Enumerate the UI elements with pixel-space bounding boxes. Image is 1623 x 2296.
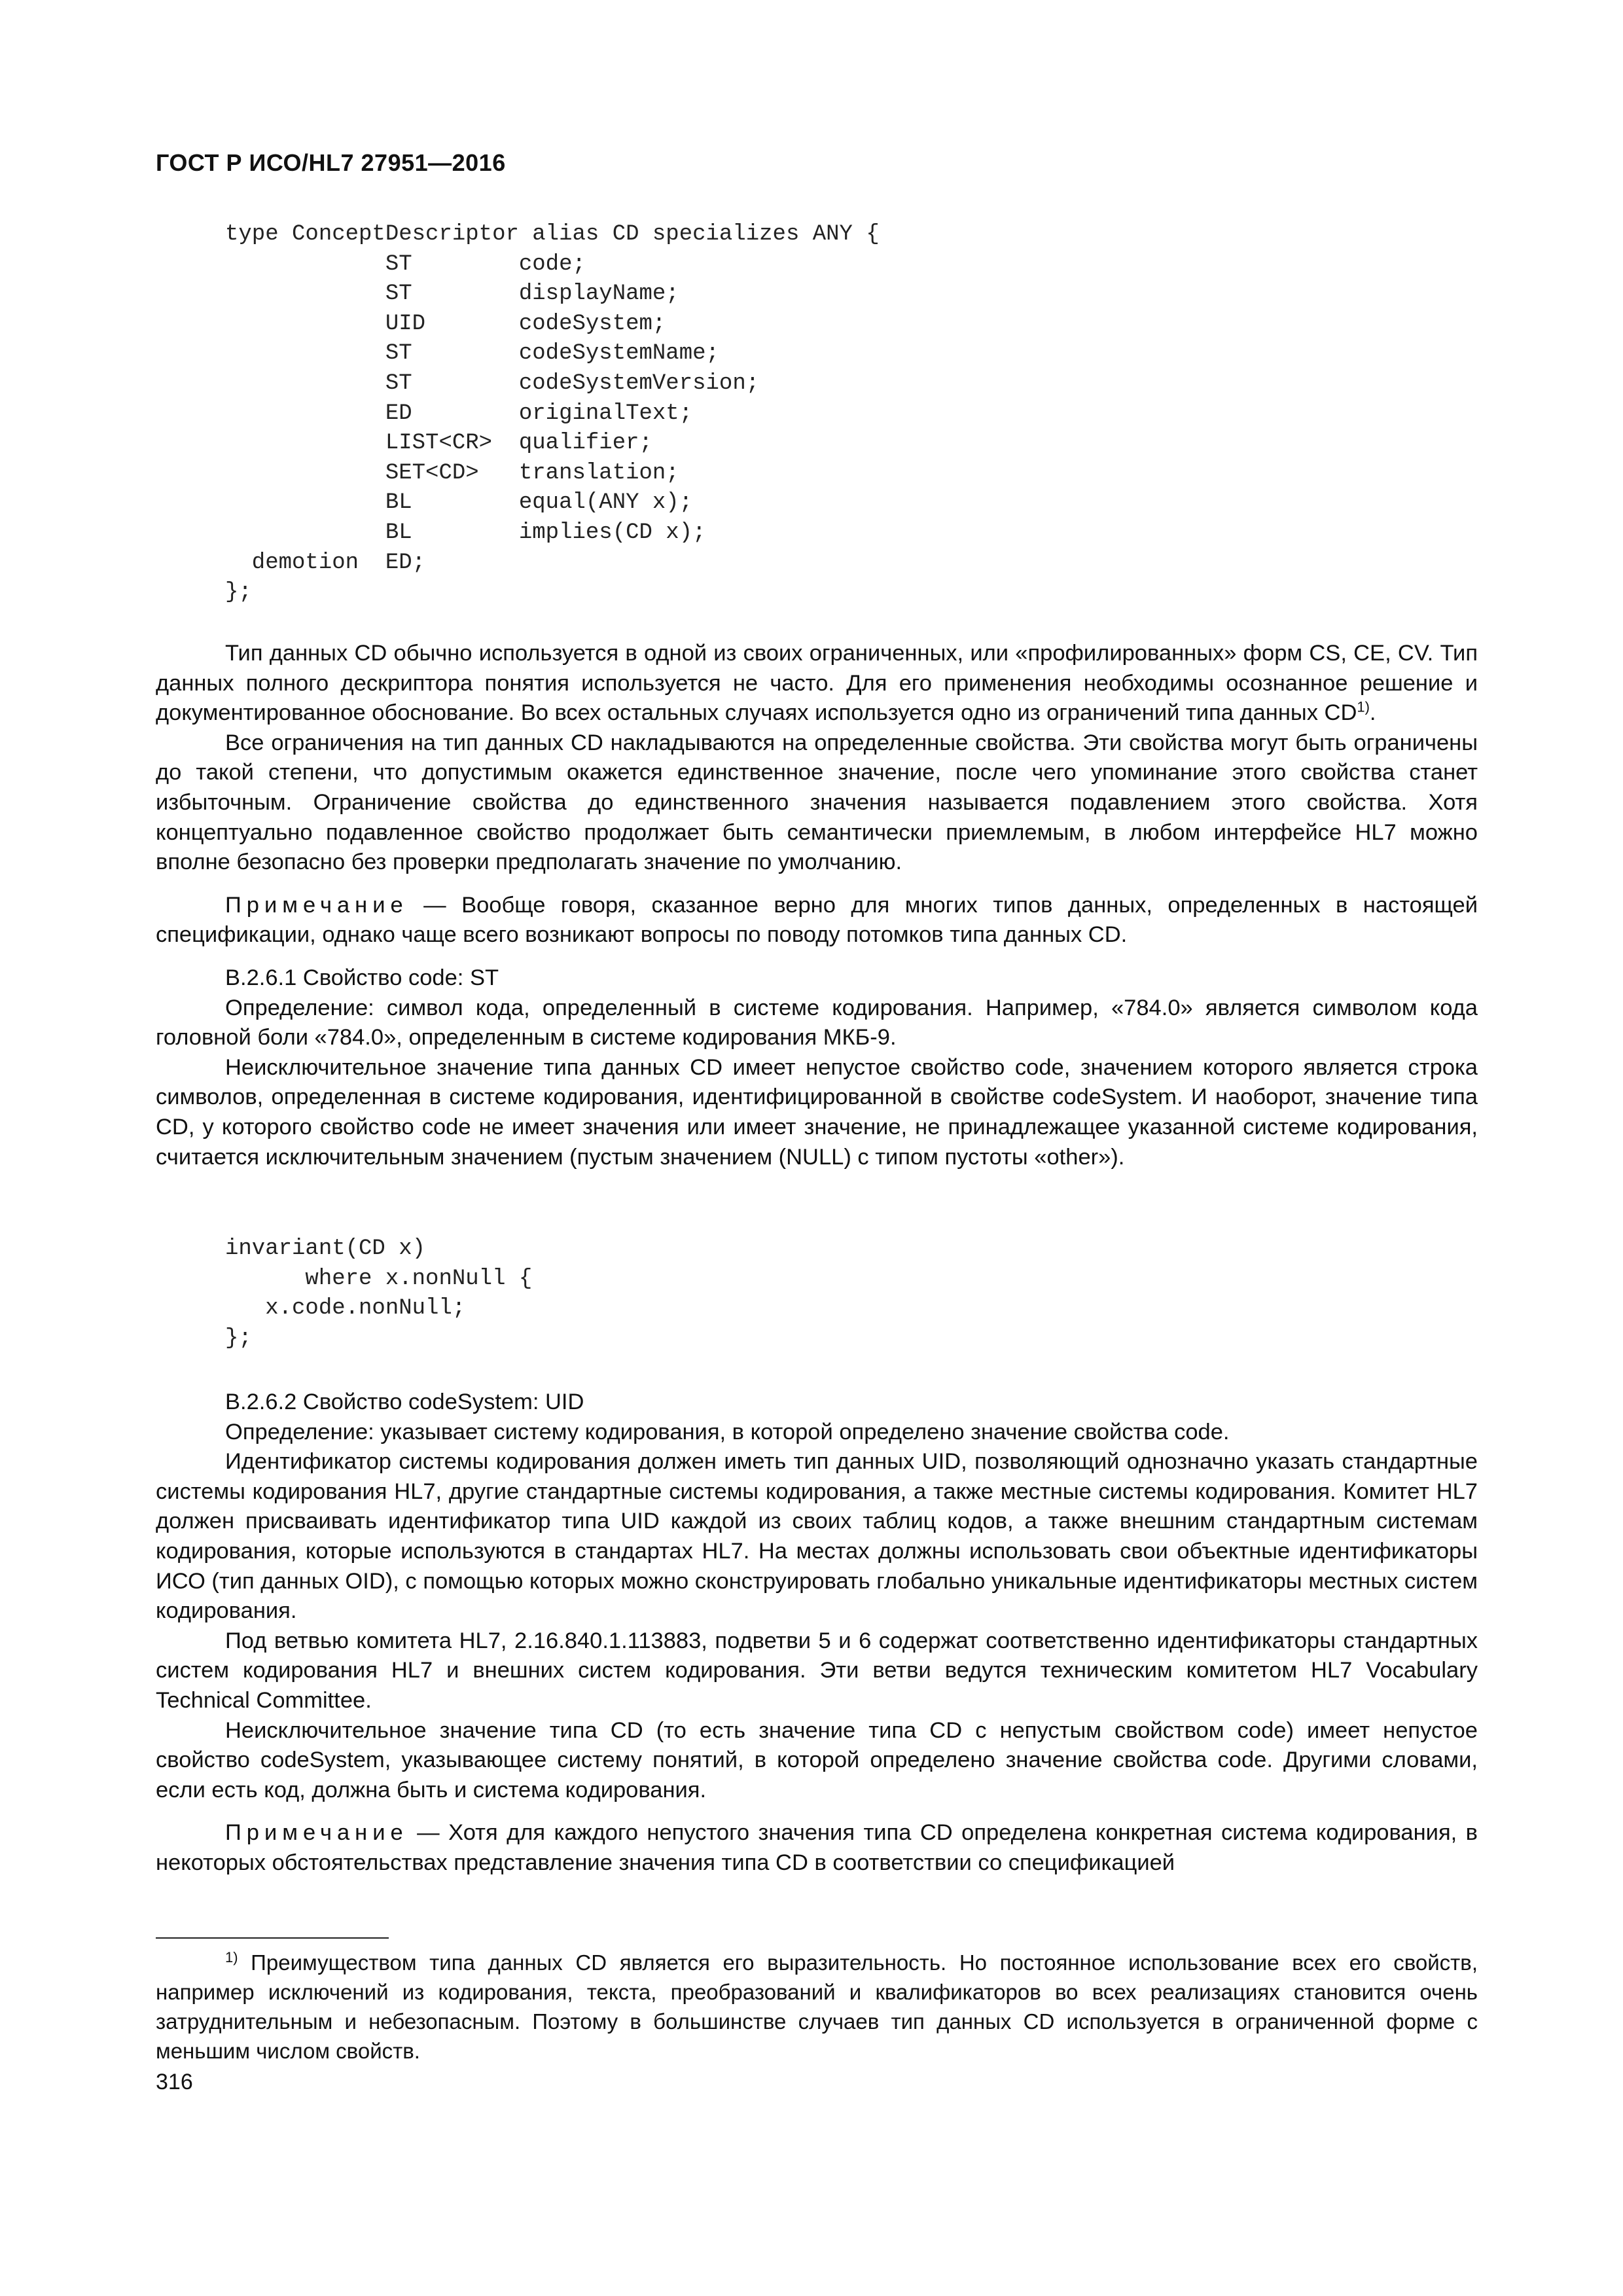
section-heading-b261: B.2.6.1 Свойство code: ST xyxy=(225,965,499,990)
code-line: BL equal(ANY x); xyxy=(225,490,693,516)
code-line: UID codeSystem; xyxy=(225,311,666,336)
code-line: x.code.nonNull; xyxy=(225,1296,466,1321)
footnote-divider xyxy=(156,1937,389,1939)
note-label: Примечание xyxy=(225,892,408,918)
code-line: invariant(CD x) xyxy=(225,1236,426,1261)
note-label: Примечание xyxy=(225,1820,408,1846)
section-heading-b262: B.2.6.2 Свойство codeSystem: UID xyxy=(225,1390,584,1414)
note-text: — Хотя для каждого непустого значения типа CD определена конкретная система кодирования, в некоторых обстоятельствах представление значения типа CD в соответствии со спецификацией xyxy=(156,1820,1478,1875)
paragraph: Определение: символ кода, определенный в системе кодирования. Например, «784.0» является символом кода головной боли «784.0», определенным в системе кодирования МКБ-9. xyxy=(156,995,1478,1050)
paragraph: Все ограничения на тип данных CD накладываются на определенные свойства. Эти свойства могут быть ограничены до такой степени, что допустимым окажется единственное значение, после чего упоминание этого свойства станет избыточным. Ограничение свойства до единственного значения называется подавлением этого свойства. Хотя концептуально подавленное свойство продолжает быть семантически приемлемым, в любом интерфейсе HL7 можно вполне безопасно без проверки предполагать значение по умолчанию. xyxy=(156,730,1478,875)
footnote-ref: 1) xyxy=(1357,698,1370,715)
note-text: — Вообще говоря, сказанное верно для многих типов данных, определенных в настоящей спецификации, однако чаще всего возникают вопросы по поводу потомков типа данных CD. xyxy=(156,892,1478,948)
code-line: type ConceptDescriptor alias CD specializes ANY { xyxy=(225,222,880,247)
page-number: 316 xyxy=(156,2070,193,2094)
code-line: ST code; xyxy=(225,251,586,277)
paragraph: Неисключительное значение типа CD (то есть значение типа CD с непустым свойством code) имеет непустое свойство codeSystem, указывающее систему понятий, в которой определено значение свойства code. Другими словами, если есть код, должна быть и система кодирования. xyxy=(156,1717,1478,1803)
paragraph: Определение: указывает систему кодирования, в которой определено значение свойства code. xyxy=(225,1419,1230,1444)
paragraph: Неисключительное значение типа данных CD имеет непустое свойство code, значением которого является строка символов, определенная в системе кодирования, идентифицированной в свойстве codeSystem. И наоборот, значение типа CD, у которого свойство code не имеет значения или имеет значение, не принадлежащее указанной системе кодирования, считается исключительным значением (пустым значением (NULL) с типом пустоты «other»). xyxy=(156,1054,1478,1170)
code-line: ST codeSystemVersion; xyxy=(225,370,760,396)
note xyxy=(156,1818,1478,1878)
code-line: }; xyxy=(225,580,252,605)
code-line: BL implies(CD x); xyxy=(225,520,706,545)
footnote-marker: 1) xyxy=(225,1949,238,1965)
code-line: ST codeSystemName; xyxy=(225,341,719,367)
section-codesystem xyxy=(156,1388,1478,1878)
code-line: LIST<CR> qualifier; xyxy=(225,431,652,456)
footnote xyxy=(156,1948,1478,2066)
code-block-concept-descriptor xyxy=(225,220,880,608)
section-cd-overview xyxy=(156,639,1478,1172)
code-block-invariant xyxy=(225,1234,532,1354)
note xyxy=(156,891,1478,950)
code-line: SET<CD> translation; xyxy=(225,460,679,486)
code-line: demotion ED; xyxy=(225,550,426,575)
paragraph: Идентификатор системы кодирования должен иметь тип данных UID, позволяющий однозначно указать стандартные системы кодирования HL7, другие стандартные системы кодирования, а также местные системы кодирования. Комитет HL7 должен присваивать идентификатор типа UID каждой из своих таблиц кодов, а также внешним стандартным системам кодирования, которые используются в стандартах HL7. На местах должны использовать свои объектные идентификаторы ИСО (тип данных OID), с помощью которых можно сконструировать глобально уникальные идентификаторы местных систем кодирования. xyxy=(156,1449,1478,1624)
paragraph: Под ветвью комитета HL7, 2.16.840.1.113883, подветви 5 и 6 содержат соответственно идентификаторы стандартных систем кодирования HL7 и внешних систем кодирования. Эти ветви ведутся техническим комитетом HL7 Vocabulary Technical Committee. xyxy=(156,1628,1478,1713)
code-line: where x.nonNull { xyxy=(225,1266,533,1291)
code-line: }; xyxy=(225,1325,252,1351)
document-header: ГОСТ Р ИСО/HL7 27951—2016 xyxy=(156,149,506,176)
paragraph: Тип данных CD обычно используется в одной из своих ограниченных, или «профилированных» форм CS, CE, CV. Тип данных полного дескриптора понятия используется не часто. Для его применения необходимы осознанное решение и документированное обоснование. Во всех остальных случаях используется одно из ограничений типа данных CD$^{1)}$. xyxy=(156,641,1478,726)
code-line: ED originalText; xyxy=(225,401,693,426)
code-line: ST displayName; xyxy=(225,281,679,307)
footnote-text: Преимуществом типа данных CD является его выразительность. Но постоянное использование всех его свойств, например исключений из кодирования, текста, преобразований и квалификаторов во всех реализациях становится очень затруднительным и небезопасным. Поэтому в большинстве случаев тип данных CD используется в ограниченной форме с меньшим числом свойств. xyxy=(156,1950,1478,2063)
